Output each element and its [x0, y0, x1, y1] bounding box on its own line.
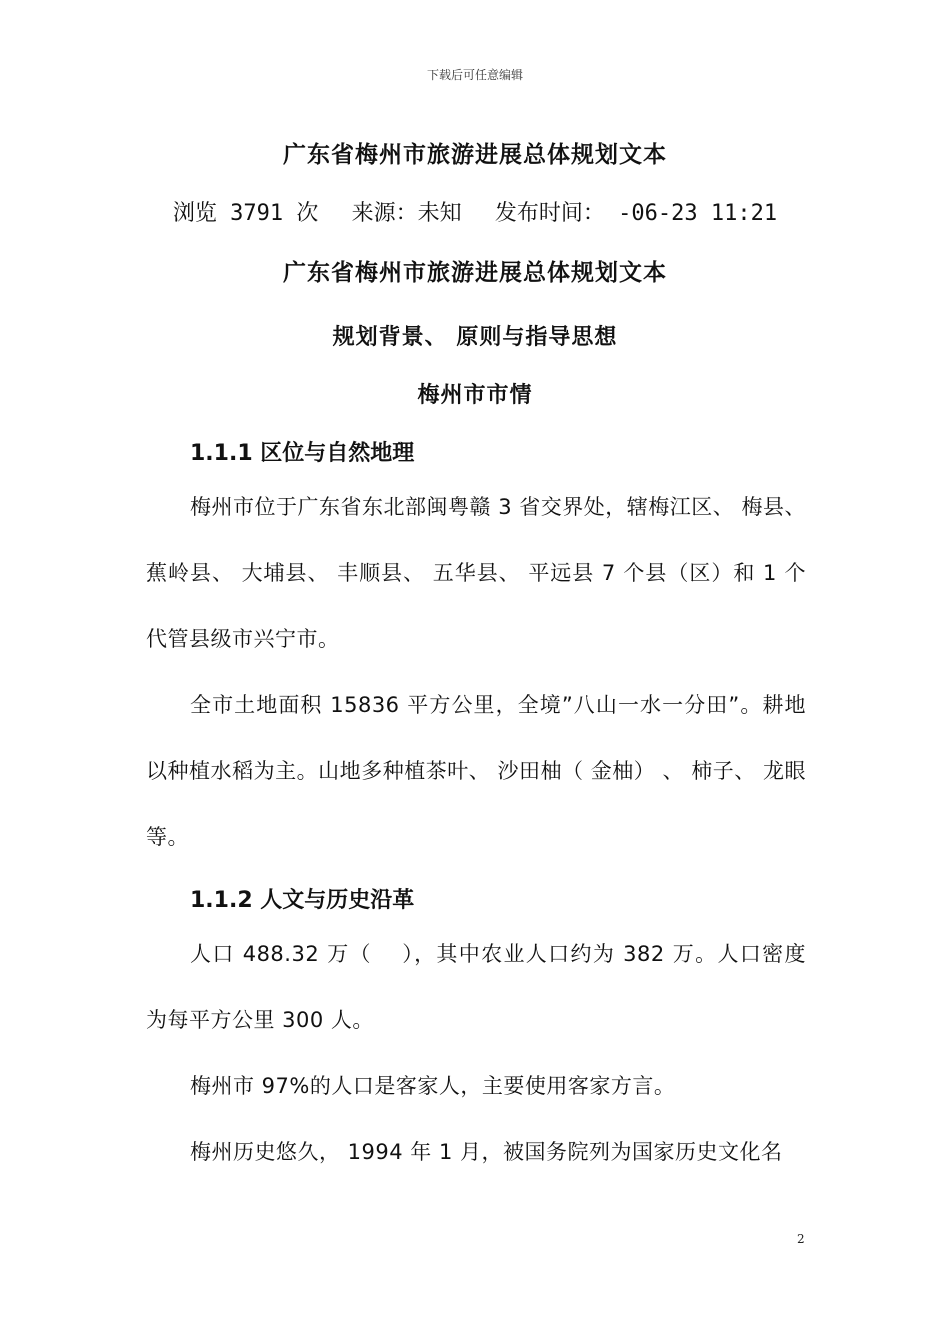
- view-count: 浏览 3791 次: [172, 201, 319, 226]
- paragraph-land-area: 全市土地面积 15836 平方公里，全境”八山一水一分田”。耕地以种植水稻为主。山地多种植茶叶、 沙田柚（ 金柚） 、 柿子、 龙眼等。: [146, 693, 806, 849]
- paragraph-population: 人口 488.32 万（ ），其中农业人口约为 382 万。人口密度为每平方公里 300 人。: [146, 942, 806, 1032]
- heading-1-1-2: 1.1.2 人文与历史沿革: [190, 888, 415, 913]
- paragraph-hakka: 梅州市 97%的人口是客家人，主要使用客家方言。: [190, 1074, 676, 1098]
- subsection-heading: 梅州市市情: [417, 383, 533, 408]
- paragraph-location: 梅州市位于广东省东北部闽粤赣 3 省交界处，辖梅江区、 梅县、 蕉岭县、 大埔县、 丰顺县、 五华县、 平远县 7 个县（区）和 1 个代管县级市兴宁市。: [146, 495, 806, 651]
- page-number: 2: [797, 1232, 805, 1246]
- meta-line: [0, 196, 950, 227]
- heading-1-1-1: 1.1.1 区位与自然地理: [190, 441, 415, 466]
- document-title-repeat: 广东省梅州市旅游进展总体规划文本: [283, 260, 667, 286]
- header-note: 下载后可任意编辑: [426, 68, 523, 82]
- document-title: 广东省梅州市旅游进展总体规划文本: [283, 142, 667, 168]
- source-label: 来源：未知: [351, 201, 462, 226]
- section-heading: 规划背景、 原则与指导思想: [332, 325, 618, 350]
- publish-time: 发布时间： -06-23 11:21: [494, 201, 778, 226]
- paragraph-history: 梅州历史悠久， 1994 年 1 月，被国务院列为国家历史文化名: [190, 1140, 783, 1164]
